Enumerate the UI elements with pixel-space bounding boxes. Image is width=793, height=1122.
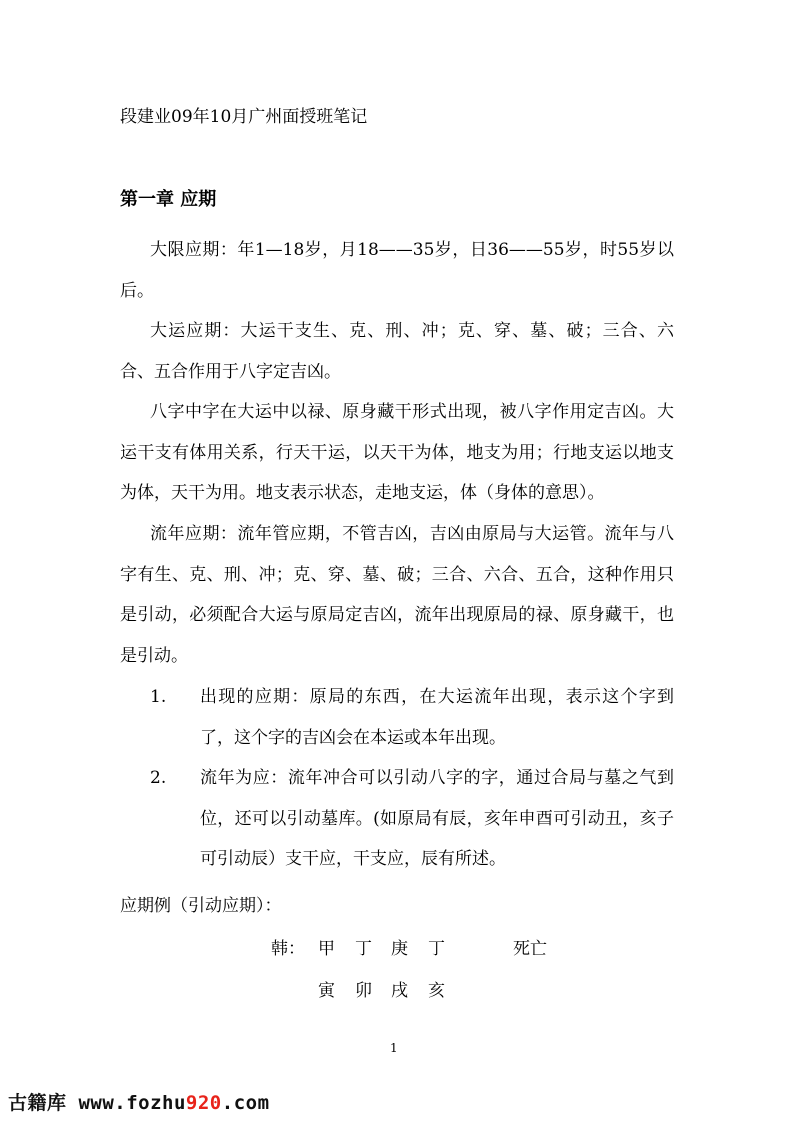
branch-char: 戌 <box>391 981 408 1001</box>
site-url-number: 920 <box>185 1092 222 1114</box>
site-name: 古籍库 <box>8 1092 67 1114</box>
branch-char: 卯 <box>355 981 372 1001</box>
paragraph: 大运应期：大运干支生、克、刑、冲；克、穿、墓、破；三合、六合、五合作用于八字定吉凶。 <box>120 321 674 382</box>
chapter-heading: 第一章 应期 <box>120 189 217 210</box>
stem-char: 甲 <box>318 939 335 959</box>
stem-char: 丁 <box>355 939 372 959</box>
stem-char: 丁 <box>428 939 445 959</box>
example-name: 韩： <box>271 939 305 959</box>
list-item-number: 2. <box>150 768 167 788</box>
branch-char: 寅 <box>318 981 335 1001</box>
list-item-number: 1. <box>150 687 167 707</box>
branch-char: 亥 <box>428 981 445 1001</box>
site-url-prefix: www.fozhu <box>78 1092 186 1114</box>
page-number: 1 <box>390 1041 398 1055</box>
example-heading: 应期例（引动应期）： <box>120 896 282 916</box>
list-item-text: 流年为应：流年冲合可以引动八字的字，通过合局与墓之气到位，还可以引动墓库。(如原局有辰，亥年申酉可引动丑，亥子可引动辰）支干应，干支应，辰有所述。 <box>200 768 674 869</box>
document-title: 段建业09年10月广州面授班笔记 <box>120 107 368 127</box>
paragraph: 八字中字在大运中以禄、原身藏干形式出现，被八字作用定吉凶。大运干支有体用关系，行天干运，以天干为体，地支为用；行地支运以地支为体，天干为用。地支表示状态，走地支运，体（身体的意思）。 <box>120 402 674 503</box>
stem-char: 庚 <box>391 939 408 959</box>
paragraph: 大限应期：年1—18岁，月18——35岁，日36——55岁，时55岁以后。 <box>120 240 674 301</box>
watermark-footer <box>8 1088 270 1115</box>
paragraph: 流年应期：流年管应期，不管吉凶，吉凶由原局与大运管。流年与八字有生、克、刑、冲；克、穿、墓、破；三合、六合、五合，这种作用只是引动，必须配合大运与原局定吉凶，流年出现原局的禄、原身藏干，也是引动。 <box>120 524 674 666</box>
list-item-text: 出现的应期：原局的东西，在大运流年出现，表示这个字到了，这个字的吉凶会在本运或本年出现。 <box>200 687 674 748</box>
site-url-suffix: .com <box>221 1092 270 1114</box>
example-note: 死亡 <box>513 939 547 959</box>
